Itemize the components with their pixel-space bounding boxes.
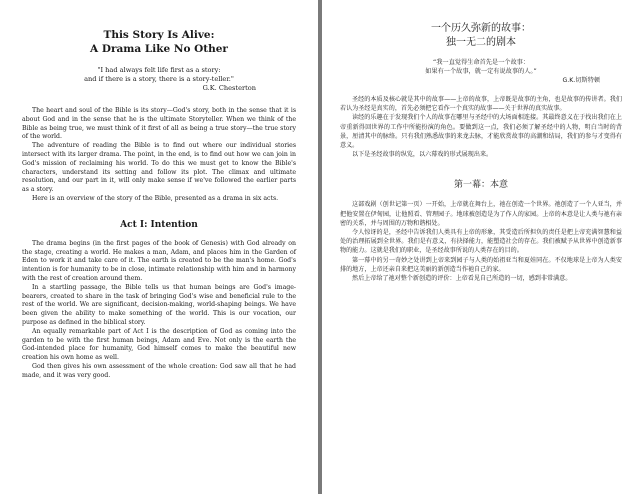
english-page xyxy=(0,0,318,494)
epigraph xyxy=(340,58,622,76)
page-title-line1: This Story Is Alive: xyxy=(103,29,215,41)
epigraph-line: and if there is a story, there is a story-teller." xyxy=(84,75,234,83)
body-paragraph: In a startling passage, the Bible tells us that human beings are God's image-bearers, created to share in the task of bringing God's wise and beneficial rule to the rest of the world. We are significant, decision-making, world-shaping beings. We have been given the ability to make something of the world. This is our vocation, our purpose as defined in the biblical story. xyxy=(22,283,296,326)
body-paragraph: God then gives his own assessment of the whole creation: God saw all that he had made, and it was very good. xyxy=(22,362,296,379)
body-paragraph: The drama begins (in the first pages of the book of Genesis) with God already on the stage, creating a world. He makes a man, Adam, and places him in the Garden of Eden to work it and take care of it. The earth is created to be the man's home. God's intention is for humanity to be in close, intimate relationship with him and in harmony with the rest of creation around them. xyxy=(22,239,296,282)
chinese-page xyxy=(322,0,640,494)
page-title-line2: 独一无二的剧本 xyxy=(446,37,516,48)
page-title-line2: A Drama Like No Other xyxy=(90,43,228,55)
epigraph-line: “我一直觉得生命首先是一个故事： xyxy=(432,59,530,66)
epigraph-attribution: G.K. Chesterton xyxy=(202,84,256,92)
body-paragraph: 以下是圣经故事的纵览，以六幕戏的形式展现出来。 xyxy=(352,151,493,159)
body-paragraph: 圣经的本质及核心就是其中的故事——上帝的故事，上帝既是故事的主角，也是故事的传讲者。我们若认为圣经是真实的，首先必须把它看作一个真实的故事——关于世界的真实故事。 xyxy=(340,96,622,113)
body-paragraph: An equally remarkable part of Act I is the description of God as coming into the garden to be with the first human beings, Adam and Eve. Not only is the earth the God-intended place for humanity, God himself comes to make the beautiful new creation his own home as well. xyxy=(22,327,296,362)
body-paragraph: 第一幕中的另一奇妙之处讲到上帝来到园子与人类的始祖亚当和夏娃同在。不仅地球是上帝为人类安排的地方，上帝还亲自来把这美丽的新创造当作祂自己的家。 xyxy=(340,256,622,273)
epigraph-line: "I had always felt life first as a story: xyxy=(97,66,221,74)
section-heading: Act I: Intention xyxy=(120,219,198,230)
epigraph-attribution: G.K.切斯特顿 xyxy=(562,77,600,84)
body-paragraph: 读经的乐趣在于发现我们个人的故事在哪里与圣经中的大场面相连接。其最终意义在于找出我们在上帝重新得回世界的工作中所能扮演的角色。要做到这一点，我们必须了解圣经中的人物，明白当时的背景，厘清其中的脉络。只有我们熟悉故事的来龙去脉，才能欣赏故事的高潮和结局，我们的参与才变得有意义。 xyxy=(340,114,622,150)
epigraph xyxy=(22,66,296,84)
section-heading: 第一幕：本意 xyxy=(453,180,508,191)
epigraph-line: 如果有一个故事，就一定有说故事的人。” xyxy=(425,68,537,75)
body-paragraph: 然后上帝给了祂对整个新创造的评价：上帝看见自己所造的一切，感到非常满意。 xyxy=(352,275,572,283)
page-title-line1: 一个历久弥新的故事： xyxy=(431,23,531,34)
body-paragraph: The heart and soul of the Bible is its story—God's story, both in the sense that it is about God and in the sense that he is the ultimate Storyteller. When we think of the Bible as being true, we must think of it first of all as being a true story—the true story of the world. xyxy=(22,107,296,141)
body-paragraph: 这部戏剧（创世记第一页）一开始，上帝就在舞台上，祂在创造一个世界。祂创造了一个人亚当，并把他安置在伊甸园，让他照看、管理园子。地球被创造是为了作人的家园。上帝的本意是让人类与祂有亲密的关系，并与周围的万物和谐相处。 xyxy=(340,201,622,227)
body-paragraph: 令人惊讶的是，圣经中告诉我们人类具有上帝的形象，其受造后所担负的责任是把上帝充满智慧和益处的治理拓展到全世界。我们是有意义，有抉择能力，能塑造社会的存在。我们被赋予从世界中创造新事物的能力。这就是我们的职业，是圣经故事所说的人类存在的目的。 xyxy=(340,229,622,255)
body-paragraph: The adventure of reading the Bible is to find out where our individual stories intersect with its larger drama. The point, in the end, is to find out how we can join in God's mission of reclaiming his world. To do this we must get to know the Bible's characters, understand its setting and follow its plot. The climax and ultimate resolution, and our part in it, will only make sense if we've followed the earlier parts as a story. xyxy=(22,142,296,194)
body-paragraph: Here is an overview of the story of the Bible, presented as a drama in six acts. xyxy=(32,194,279,202)
